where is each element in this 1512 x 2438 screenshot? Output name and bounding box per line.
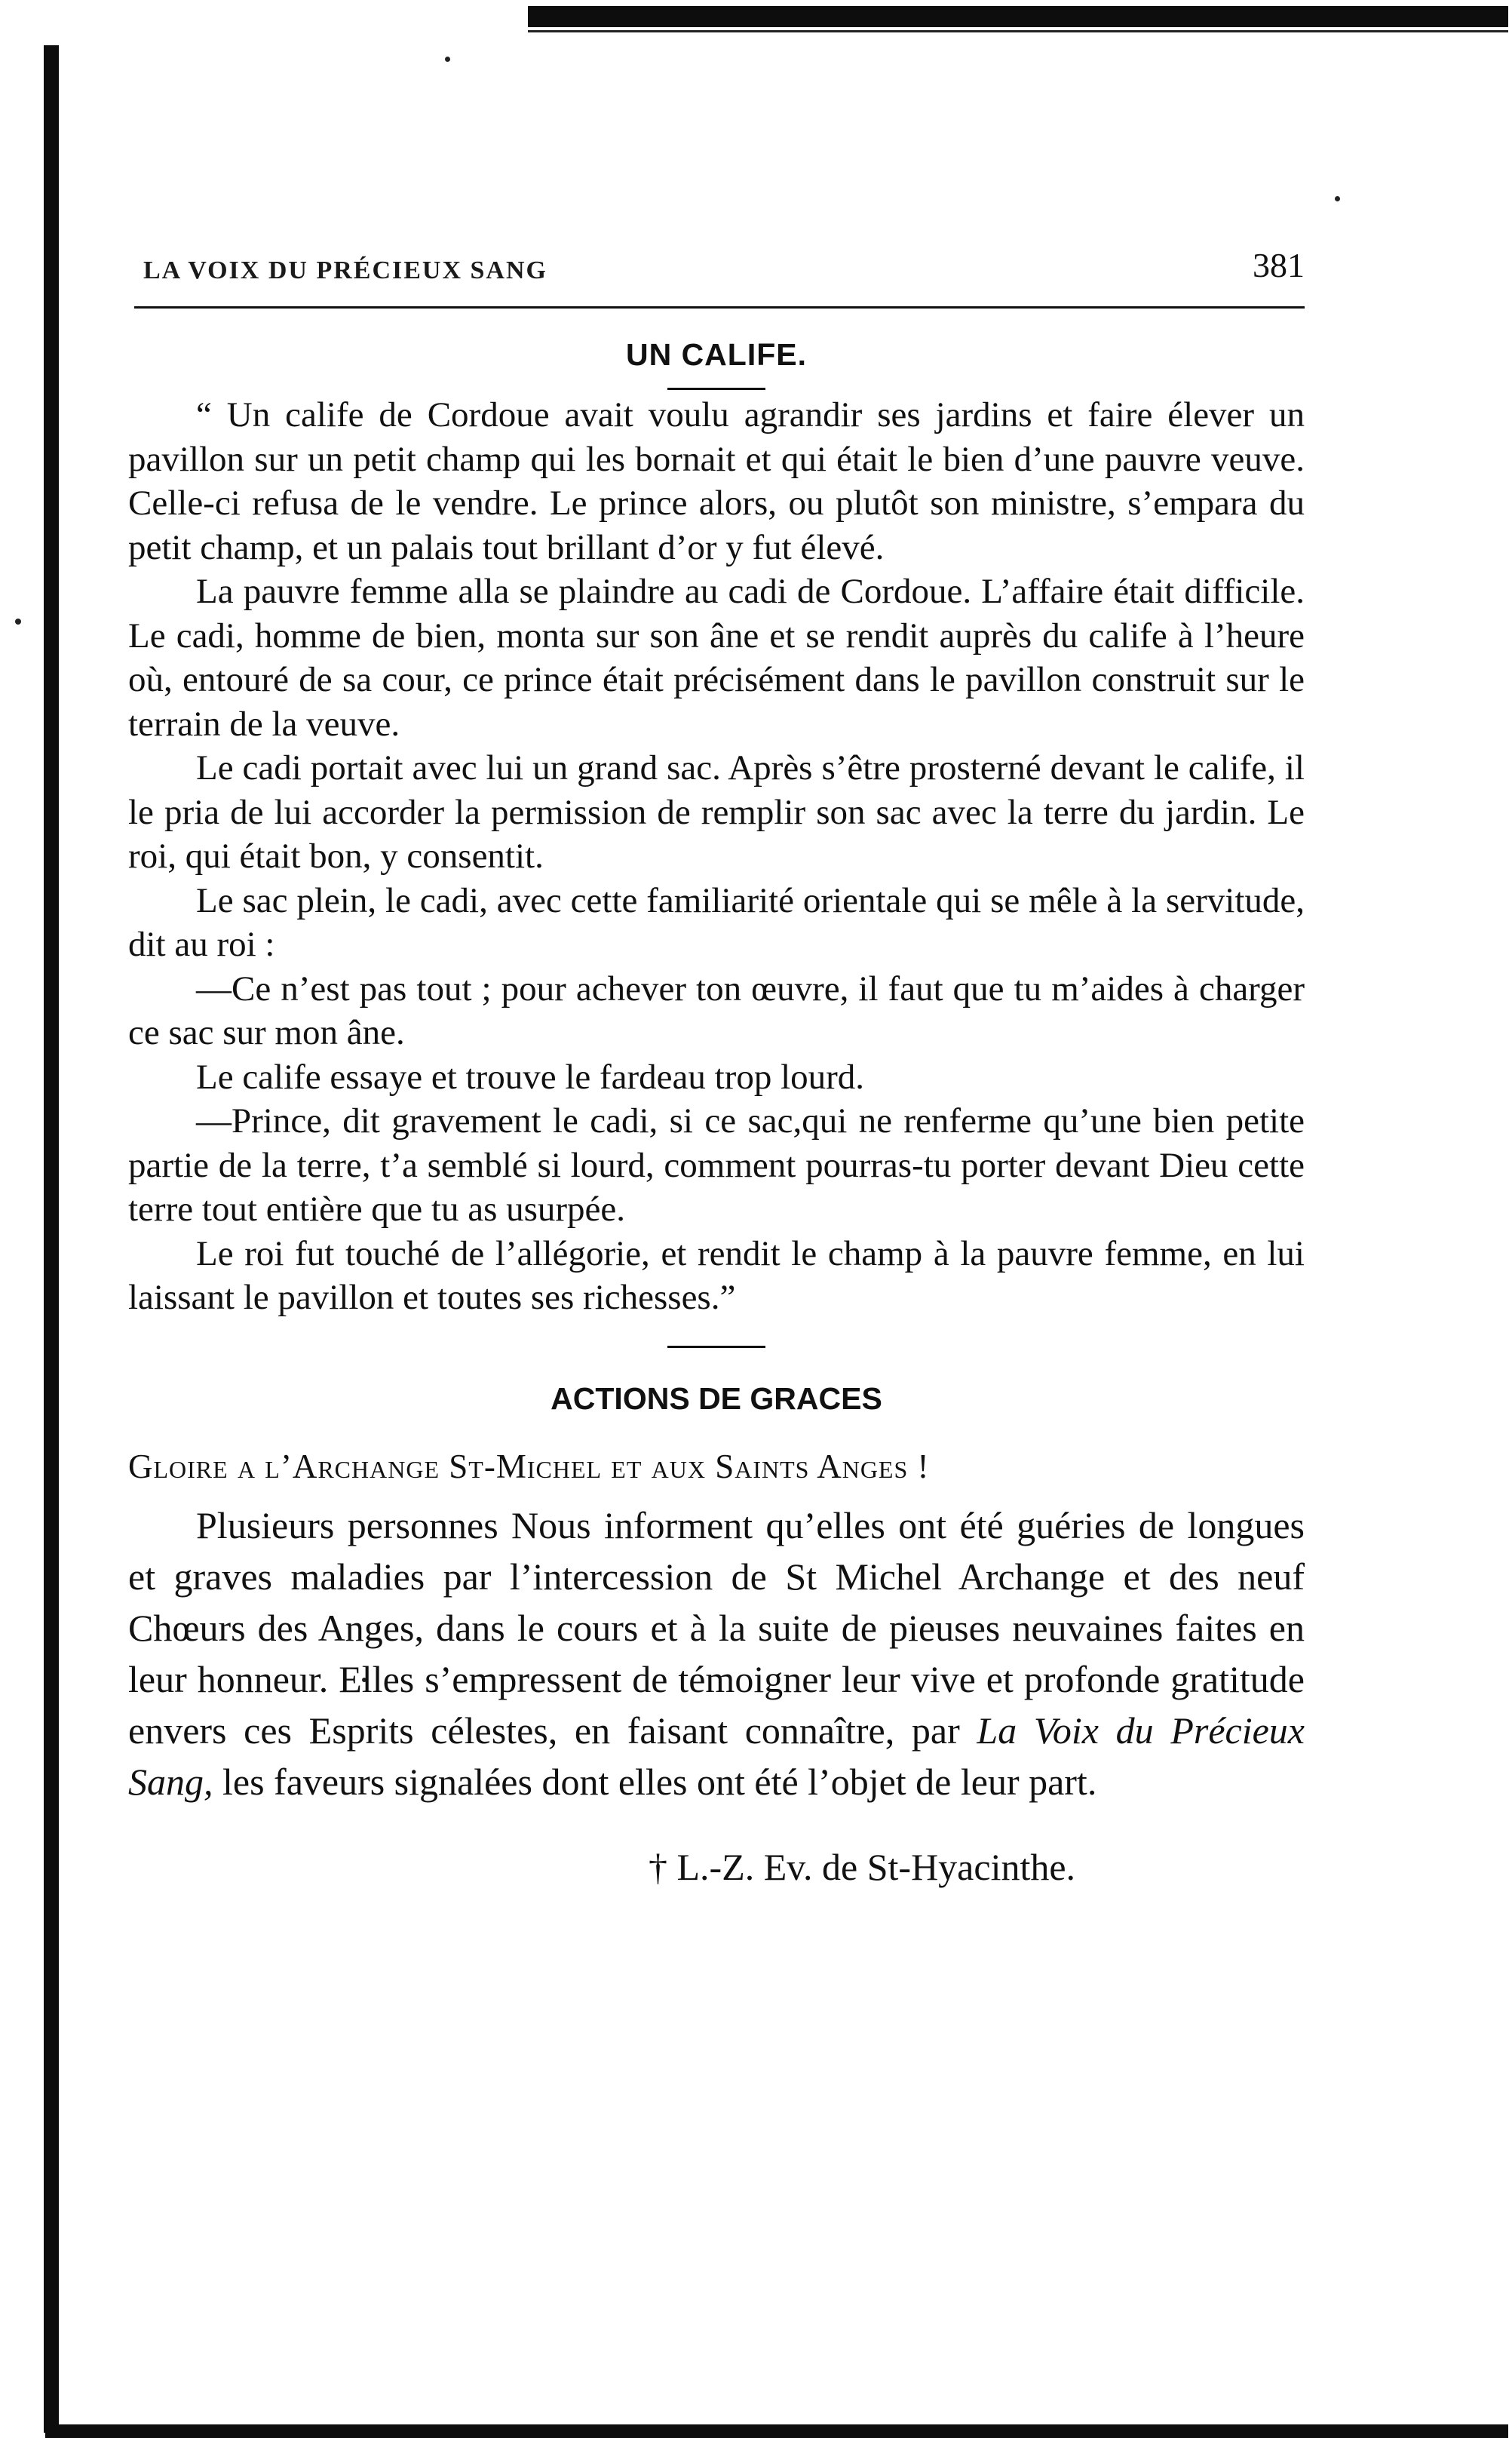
actions-text-after: les faveurs signalées dont elles ont été l’objet de leur part. (213, 1760, 1097, 1803)
story-paragraph: Le roi fut touché de l’allégorie, et rendit le champ à la pauvre femme, en lui laissant le pavillon et toutes ses richesses.” (128, 1233, 1305, 1317)
running-header (128, 241, 1305, 302)
print-speck (15, 619, 21, 625)
left-margin-bar (44, 45, 59, 2433)
actions-paragraph (128, 1500, 1305, 1807)
actions-text-before: Plusieurs personnes Nous informent qu’elles ont été guéries de longues et graves maladies par l’intercession de St Michel Archange et des neuf Chœurs des Anges, dans le cours et à la suite de pieuses neuvaines faites en leur honneur. Elles s’empressent de témoigner leur vive et profonde gratitude envers ces Esprits célestes, en faisant connaître, par (128, 1503, 1305, 1752)
top-border-thin-rule (528, 30, 1508, 32)
actions-title: ACTIONS DE GRACES (551, 1380, 882, 1416)
story-paragraph: Le cadi portait avec lui un grand sac. Après s’être prosterné devant le calife, il le pria de lui accorder la permission de remplir son sac avec la terre du jardin. Le roi, qui était bon, y consentit. (128, 748, 1305, 876)
story-paragraph: Le calife essaye et trouve le fardeau trop lourd. (196, 1057, 865, 1097)
page-number: 381 (1253, 246, 1305, 284)
page-content (128, 241, 1305, 1889)
invocation-line: Gloire a l’Archange St-Michel et aux Saints Anges ! (128, 1447, 930, 1485)
story-title: UN CALIFE. (625, 337, 808, 372)
running-title: LA VOIX DU PRÉCIEUX SANG (143, 256, 547, 284)
dialogue-paragraph: —Ce n’est pas tout ; pour achever ton œuvre, il faut que tu m’aides à charger ce sac sur mon âne. (128, 969, 1305, 1052)
publication-title: La Voix du Précieux Sang, (128, 1709, 1305, 1803)
story-body (128, 393, 1305, 1320)
dialogue-paragraph: —Prince, dit gravement le cadi, si ce sac,qui ne renferme qu’une bien petite partie de la terre, t’a semblé si lourd, comment pourras-tu porter devant Dieu cette terre tout entière que tu as usurpée. (128, 1101, 1305, 1229)
print-speck (1335, 196, 1340, 201)
bottom-border-rule (45, 2424, 1508, 2438)
section-divider (667, 1346, 765, 1348)
signature: † L.-Z. Ev. de St-Hyacinthe. (649, 1845, 1076, 1888)
story-paragraph: La pauvre femme alla se plaindre au cadi de Cordoue. L’affaire était difficile. Le cadi, homme de bien, monta sur son âne et se rendit auprès du calife à l’heure où, entouré de sa cour, ce prince était précisément dans le pavillon construit sur le terrain de la veuve. (128, 572, 1305, 744)
title-rule (667, 388, 765, 390)
story-paragraph: “ Un calife de Cordoue avait voulu agrandir ses jardins et faire élever un pavillon sur un petit champ qui les bornait et qui était le bien d’une pauvre veuve. Celle-ci refusa de le vendre. Le prince alors, ou plutôt son ministre, s’empara du petit champ, et un palais tout brillant d’or y fut élevé. (128, 395, 1305, 567)
top-border-rule (528, 6, 1508, 27)
story-paragraph: Le sac plein, le cadi, avec cette familiarité orientale qui se mêle à la servitude, dit au roi : (128, 880, 1305, 964)
print-speck (445, 57, 450, 62)
header-rule (134, 306, 1305, 309)
